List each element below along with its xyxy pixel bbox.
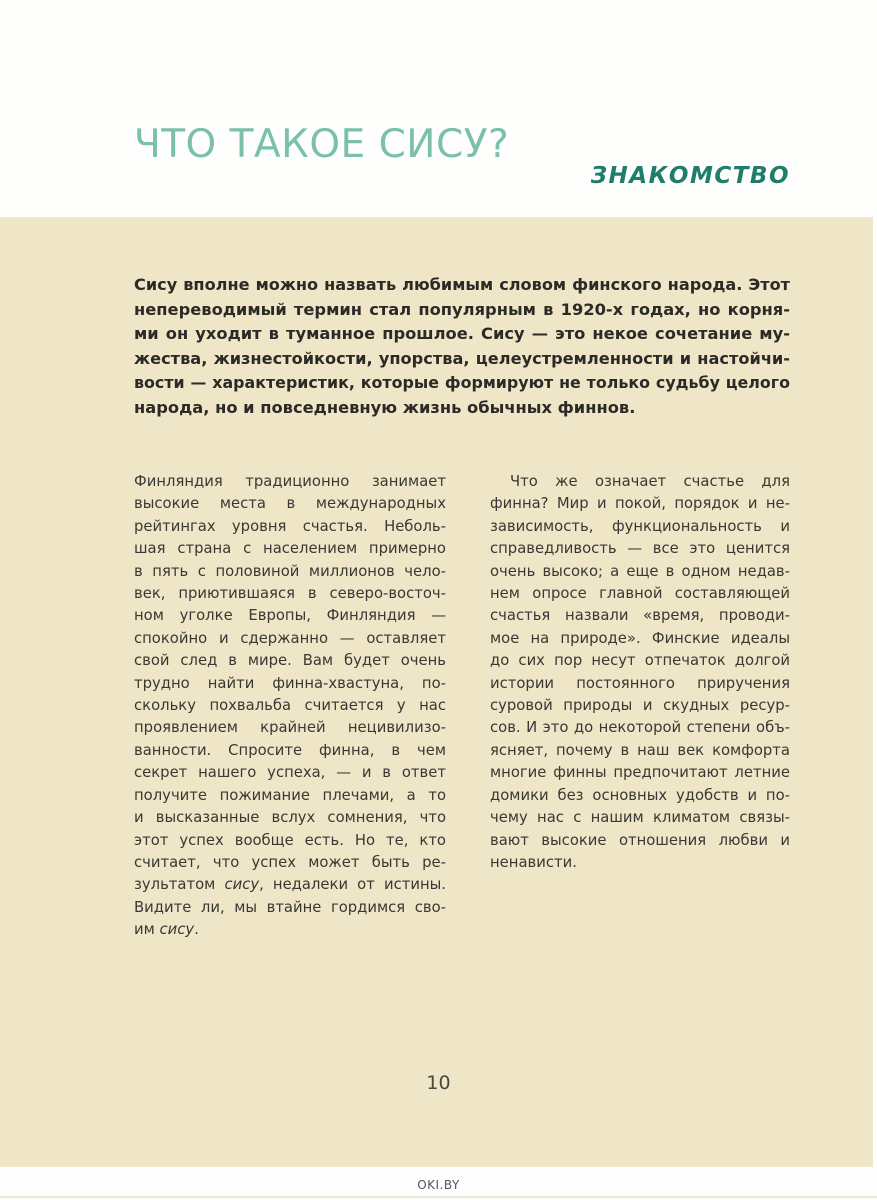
text-line: секрет нашего успеха, — и в ответ xyxy=(134,764,446,782)
text-fragment: им xyxy=(134,921,160,939)
left-column-paragraph xyxy=(134,471,446,942)
text-line: век, приютившаяся в северо-восточ- xyxy=(134,585,446,603)
intro-paragraph xyxy=(134,273,790,421)
intro-line: непереводимый термин стал популярным в 1920-х годах, но корня- xyxy=(134,299,790,319)
text-line: справедливость — все это ценится xyxy=(490,540,790,558)
intro-line: вости — характеристик, которые формируют не только судьбу целого xyxy=(134,373,790,393)
text-line: Финляндия традиционно занимает xyxy=(134,473,446,490)
text-line: трудно найти финна-хвастуна, по- xyxy=(134,674,446,692)
text-line: ванности. Спросите финна, в чем xyxy=(134,741,446,759)
text-line: очень высоко; а еще в одном недав- xyxy=(490,562,790,580)
text-fragment: зультатом xyxy=(134,876,225,894)
text-line: суровой природы и скудных ресур- xyxy=(490,697,790,715)
intro-line: Сису вполне можно назвать любимым словом финского народа. Этот xyxy=(134,275,790,294)
divider xyxy=(0,1196,877,1198)
text-line: спокойно и сдержанно — оставляет xyxy=(134,629,446,647)
text-fragment: , недалеки от истины. xyxy=(259,876,447,894)
text-line: получите пожимание плечами, а то xyxy=(134,786,446,804)
page-title: ЧТО ТАКОЕ СИСУ? xyxy=(134,122,510,167)
intro-line: ми он уходит в туманное прошлое. Сису — это некое сочетание му- xyxy=(134,324,790,344)
text-line: высокие места в международных xyxy=(134,495,446,513)
text-line: счастья назвали «время, проводи- xyxy=(490,607,790,625)
text-line: домики без основных удобств и по- xyxy=(490,786,790,804)
text-line: до сих пор несут отпечаток долгой xyxy=(490,652,790,670)
text-line: мое на природе». Финские идеалы xyxy=(490,629,790,647)
text-line: Что же означает счастье для xyxy=(510,473,790,490)
text-line: Видите ли, мы втайне гордимся сво- xyxy=(134,898,446,916)
text-line: ясняет, почему в наш век комфорта xyxy=(490,741,790,759)
text-line: зависимость, функциональность и xyxy=(490,517,790,535)
text-line: рейтингах уровня счастья. Неболь- xyxy=(134,517,446,535)
page-number: 10 xyxy=(426,1072,451,1094)
text-line: нем опросе главной составляющей xyxy=(490,585,790,603)
text-line: свой след в мире. Вам будет очень xyxy=(134,652,446,670)
text-line: истории постоянного приручения xyxy=(490,674,790,692)
text-line: считает, что успех может быть ре- xyxy=(134,853,446,871)
section-label: ЗНАКОМСТВО xyxy=(590,163,790,189)
italic-term: сису xyxy=(159,921,195,939)
text-line: проявлением крайней нецивилизо- xyxy=(134,719,446,737)
watermark-text: OKI.BY xyxy=(417,1178,460,1192)
italic-term: сису xyxy=(224,876,260,894)
text-line: многие финны предпочитают летние xyxy=(490,764,790,782)
text-line xyxy=(134,919,446,941)
intro-line: народа, но и повседневную жизнь обычных финнов. xyxy=(134,397,636,417)
right-column-paragraph xyxy=(490,471,790,874)
text-line: вают высокие отношения любви и xyxy=(490,831,790,849)
text-line xyxy=(134,874,446,896)
text-line: ненависти. xyxy=(490,853,577,871)
text-line: в пять с половиной миллионов чело- xyxy=(134,562,446,580)
text-line: и высказанные вслух сомнения, что xyxy=(134,809,446,827)
text-line: ном уголке Европы, Финляндия — xyxy=(134,607,446,625)
text-line: финна? Мир и покой, порядок и не- xyxy=(490,495,790,513)
text-fragment: . xyxy=(194,921,199,939)
text-line: чему нас с нашим климатом связы- xyxy=(490,809,790,827)
intro-line: жества, жизнестойкости, упорства, целеустремленности и настойчи- xyxy=(134,348,790,368)
text-line: сов. И это до некоторой степени объ- xyxy=(490,719,790,737)
text-line: скольку похвальба считается у нас xyxy=(134,697,446,715)
text-line: этот успех вообще есть. Но те, кто xyxy=(134,831,446,849)
text-line: шая страна с населением примерно xyxy=(134,540,446,558)
